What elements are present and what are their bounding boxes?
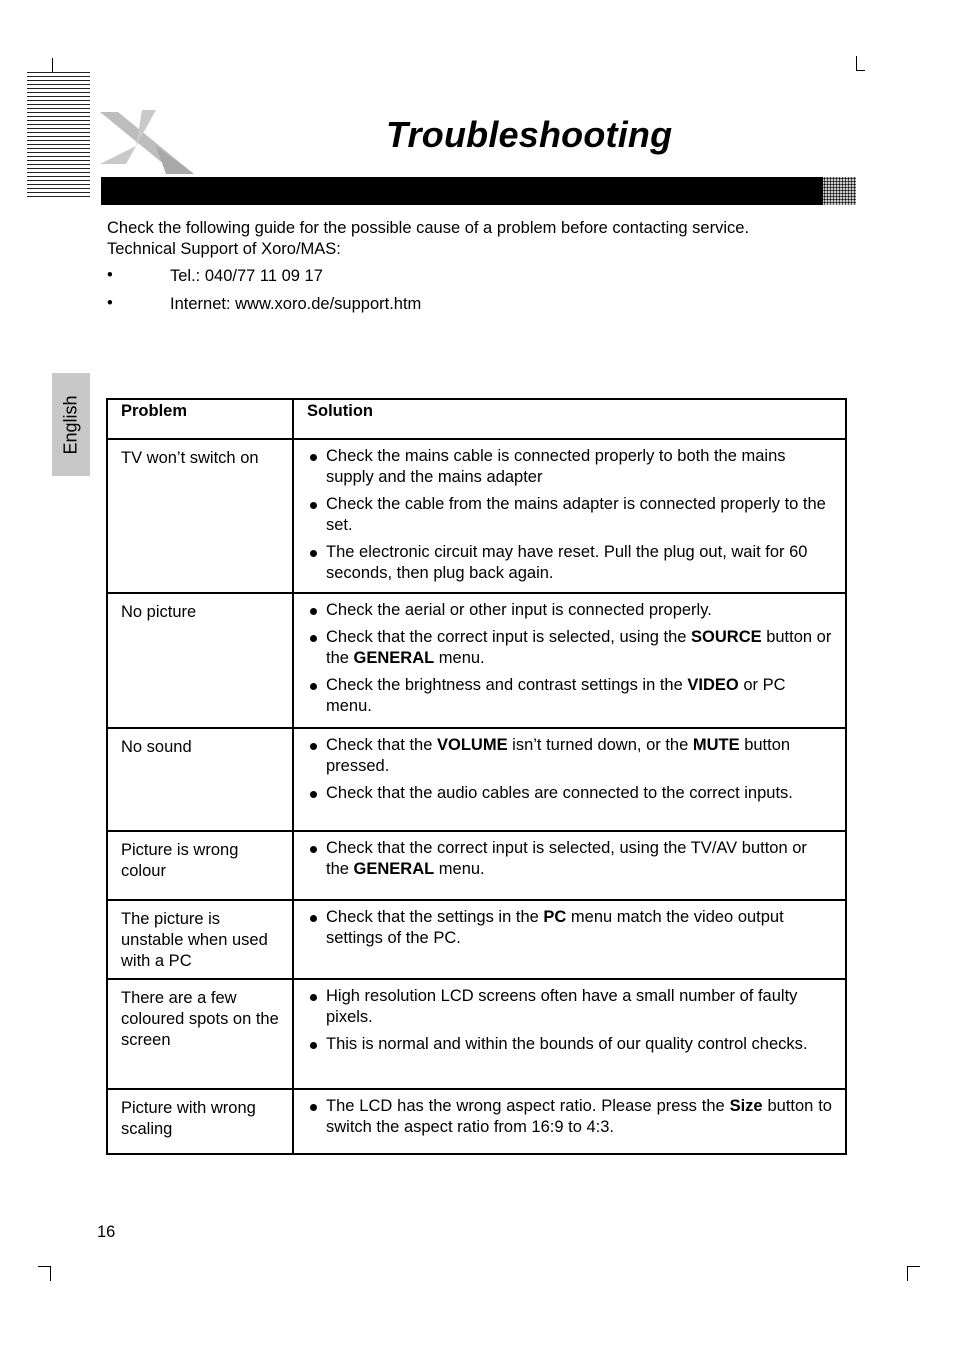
solution-item (307, 1034, 832, 1055)
solution-text: menu match the video output settings of the PC. (326, 908, 784, 947)
problem-cell: No picture (107, 593, 293, 728)
solution-text: or PC menu. (326, 676, 786, 715)
title-bar-dots (820, 177, 856, 205)
solution-text: The LCD has the wrong aspect ratio. Please press the (326, 1097, 730, 1115)
solution-item (307, 783, 832, 804)
solution-list (307, 907, 832, 949)
solution-item (307, 907, 832, 949)
solution-text: Check that the (326, 736, 437, 754)
solution-item (307, 494, 832, 536)
solution-text: isn’t turned down, or the (507, 736, 693, 754)
page-title: Troubleshooting (386, 114, 673, 155)
solution-cell (293, 831, 846, 900)
solution-cell (293, 900, 846, 979)
solution-list (307, 986, 832, 1055)
table-row (107, 831, 846, 900)
xoro-logo (96, 106, 196, 178)
problem-cell: No sound (107, 728, 293, 831)
table-row (107, 900, 846, 979)
solution-cell (293, 979, 846, 1089)
solution-text: High resolution LCD screens often have a small number of faulty pixels. (326, 987, 798, 1026)
crop-mark-top-right (856, 56, 865, 71)
solution-list (307, 1096, 832, 1138)
solution-text: menu. (434, 860, 485, 878)
bullet-icon: • (107, 294, 113, 312)
table-row (107, 728, 846, 831)
solution-keyword: GENERAL (353, 860, 435, 878)
solution-item (307, 735, 832, 777)
crop-mark-top-left (38, 58, 53, 73)
solution-text: This is normal and within the bounds of our quality control checks. (326, 1035, 808, 1053)
solution-cell (293, 728, 846, 831)
solution-list (307, 600, 832, 717)
table-row (107, 593, 846, 728)
solution-text: Check the cable from the mains adapter is connected properly to the set. (326, 495, 826, 534)
troubleshooting-table (106, 398, 847, 1155)
solution-text: button or the (326, 628, 832, 667)
solution-keyword: GENERAL (353, 649, 435, 667)
solution-text: Check the aerial or other input is connected properly. (326, 601, 712, 619)
crop-mark-bottom-left (38, 1266, 51, 1281)
solution-item (307, 627, 832, 669)
solution-item (307, 446, 832, 488)
page-number: 16 (97, 1223, 116, 1241)
title-bar (101, 177, 823, 205)
intro-line-1: Check the following guide for the possible cause of a problem before contacting service. (107, 219, 750, 237)
solution-keyword: VOLUME (436, 736, 508, 754)
solution-keyword: VIDEO (687, 676, 739, 694)
solution-text: Check the brightness and contrast settings in the (326, 676, 688, 694)
intro-line-2: Technical Support of Xoro/MAS: (107, 240, 341, 258)
solution-text: button to switch the aspect ratio from 16:9 to 4:3. (326, 1097, 832, 1136)
problem-cell: Picture with wrong scaling (107, 1089, 293, 1154)
solution-text: Check that the correct input is selected, using the (326, 628, 692, 646)
intro (107, 218, 847, 260)
problem-cell: The picture is unstable when used with a PC (107, 900, 293, 979)
solution-item (307, 1096, 832, 1138)
header-stripes (27, 72, 90, 200)
solution-text: button pressed. (326, 736, 791, 775)
table-header-row (107, 399, 846, 439)
solution-text: Check that the settings in the (326, 908, 544, 926)
solution-text: Check that the audio cables are connected to the correct inputs. (326, 784, 793, 802)
solution-item (307, 838, 832, 880)
solution-text: Check the mains cable is connected properly to both the mains supply and the mains adapter (326, 447, 786, 486)
contact-phone-text: Tel.: 040/77 11 09 17 (170, 267, 323, 285)
table-row (107, 979, 846, 1089)
solution-text: Check that the correct input is selected, using the TV/AV button or the (326, 839, 807, 878)
solution-text: The electronic circuit may have reset. Pull the plug out, wait for 60 seconds, then plug back again. (326, 543, 808, 582)
header-solution: Solution (293, 399, 846, 439)
language-tab-label: English (60, 394, 81, 455)
solution-text: menu. (434, 649, 485, 667)
solution-keyword: SOURCE (691, 628, 762, 646)
solution-keyword: MUTE (692, 736, 740, 754)
bullet-icon: • (107, 266, 113, 284)
solution-list (307, 838, 832, 880)
solution-list (307, 446, 832, 584)
table-row (107, 1089, 846, 1154)
table-row (107, 439, 846, 593)
problem-cell: There are a few coloured spots on the screen (107, 979, 293, 1089)
solution-item (307, 986, 832, 1028)
crop-mark-bottom-right (907, 1266, 920, 1281)
solution-cell (293, 439, 846, 593)
language-tab (52, 373, 90, 476)
solution-keyword: Size (729, 1097, 763, 1115)
contact-internet-text: Internet: www.xoro.de/support.htm (170, 295, 422, 313)
solution-cell (293, 593, 846, 728)
problem-cell: TV won’t switch on (107, 439, 293, 593)
solution-item (307, 675, 832, 717)
solution-keyword: PC (543, 908, 567, 926)
solution-list (307, 735, 832, 804)
solution-cell (293, 1089, 846, 1154)
header-problem: Problem (107, 399, 293, 439)
problem-cell: Picture is wrong colour (107, 831, 293, 900)
solution-item (307, 600, 832, 621)
solution-item (307, 542, 832, 584)
